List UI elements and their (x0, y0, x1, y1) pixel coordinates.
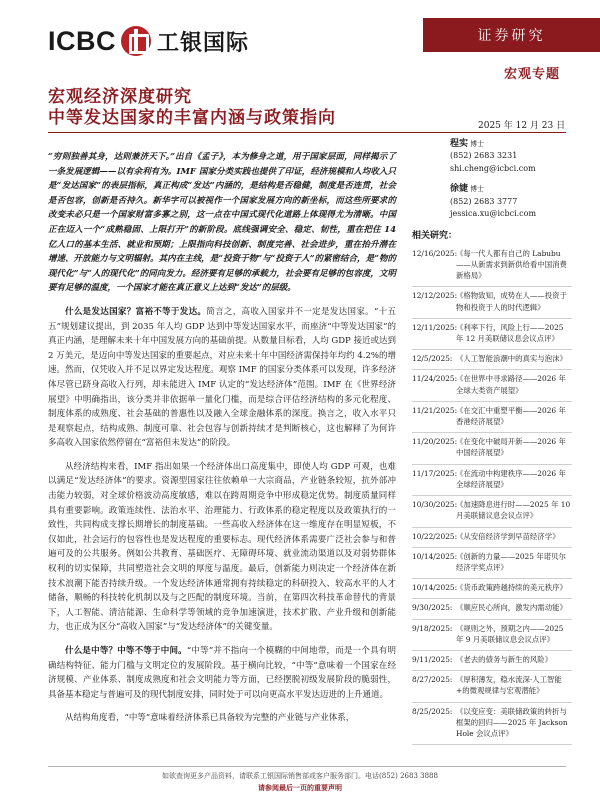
analyst-title: 博士 (470, 185, 485, 194)
related-research-item[interactable] (412, 496, 572, 527)
body-paragraph-5: 从结构角度看，“中等”意味着经济体系已具备较为完整的产业链与产业体系， (65, 713, 355, 724)
related-research-title: 《老去的债务与新生的风险》 (456, 654, 553, 664)
related-research-date: 9/11/2025: (412, 654, 453, 664)
analyst-phone: (852) 2683 3231 (450, 151, 518, 161)
related-research-date: 12/11/2025: (412, 322, 458, 332)
related-research-item[interactable] (412, 350, 572, 370)
section-2-text: “中等”并不指向一个模糊的中间地带，而是一个具有明确结构特征、能力门槛与文明定位的发展阶段。基于横向比较，“中等”意味着一个国家在经济规模、产业体系、制度成熟度和社会文明能力等方面，已经摆脱初级发展阶段的脆弱性，具备基本稳定与普遍可及的现代制度安排，同时处于可以向更高水平发达迈进的上升通道。 (48, 646, 396, 700)
related-research-title: 《厚积薄发，稳水流深·人工智能+的微观规律与宏观潜能》 (456, 675, 562, 696)
related-research-date: 12/16/2025: (412, 248, 458, 258)
related-research-date: 12/5/2025: (412, 354, 453, 364)
related-research-date: 11/24/2025: (412, 374, 458, 384)
title-divider (48, 132, 566, 133)
report-series: 宏观经济深度研究 (48, 87, 192, 107)
related-research-title: 《在流动中构建秩序——2026 年全球经济展望》 (456, 468, 566, 489)
related-research-title: 《在世界中寻求路径——2026 年全球大类资产展望》 (456, 374, 566, 395)
summary-paragraph: “穷则独善其身，达则兼济天下。”出自《孟子》，本为修身之道，用于国家层面，同样揭示了一条发展逻辑——以有余利有为。IMF 国家分类实践也提供了印证，经济规模和人均收入只是“发达国家”的表层指标，真正构成“发达”内涵的，是结构是否稳健，制度是否连贯，社会是否包容，创新是否持久。新华字可以被视作一个国家发展方向的新坐标，而这些所要求的改变未必只是一个国家财富多寡之别，这一点在中国式现代化道路上体现得尤为清晰。中国正在迈入一个“成熟稳固、上限打开”的新阶段。底线强调安全、稳定、韧性，重在把住 14 亿人口的基本生活、就业和预期；上限指向科技创新、制度完善、社会进步，重在抬升潜在增速、开放能力与文明辐射。其内在主线，是“投资于物”与“投资于人”的紧密结合，是“物的现代化”与“人的现代化”的同向发力。经济要有足够的承载力，社会要有足够的包容度，文明要有足够的温度，一个国家才能在真正意义上达到“发达”的层级。 (48, 152, 396, 294)
related-research-item[interactable] (412, 703, 572, 746)
section-2-paragraph (48, 644, 396, 702)
report-title: 中等发达国家的丰富内涵与政策指向 (48, 108, 336, 128)
analyst-card (450, 183, 572, 220)
related-research-item[interactable] (412, 651, 572, 671)
related-research-item[interactable] (412, 528, 572, 548)
related-research-item[interactable] (412, 402, 572, 433)
related-research-title: 《在交汇中重塑平衡——2026 年香港经济展望》 (456, 405, 566, 427)
analyst-name: 徐婕 (450, 184, 469, 195)
related-research-title: 《货币政策跨越持续的美元秩序》 (456, 583, 567, 593)
related-research-date: 9/30/2025: (412, 603, 453, 613)
section-1-heading: 什么是发达国家？富裕不等于发达。 (65, 306, 207, 317)
related-research-title: 《利率下行，风险上行——2025 年 12 月美联储议息会议点评》 (456, 322, 564, 344)
footer-contact: 如欲查询更多产品资料，请联系工银国际销售部或客户服务部门。电话(852) 2683 3888 (162, 772, 438, 780)
footer-disclaimer-note: 请参阅最后一页的重要声明 (258, 783, 342, 792)
related-research-title: 《加速降息进行时——2025 年 10 月美联储议息会议点评》 (456, 500, 571, 521)
analyst-card (450, 138, 572, 175)
related-research-title: 《人工智能浪潮中的真实与泡沫》 (456, 354, 567, 364)
related-research-date: 12/12/2025: (412, 291, 458, 301)
related-research-date: 11/20/2025: (412, 437, 458, 447)
related-research-date: 8/25/2025: (412, 706, 453, 716)
report-category-banner: 证券研究 (423, 18, 600, 52)
analyst-phone: (852) 2683 3777 (450, 196, 518, 206)
related-research-item[interactable] (412, 465, 572, 496)
related-research-date: 11/21/2025: (412, 405, 458, 415)
related-research-item[interactable] (412, 433, 572, 464)
related-research-date: 11/17/2025: (412, 468, 458, 478)
related-research-title: 《在变化中破局开新——2026 年中国经济展望》 (456, 437, 566, 458)
report-subject: 宏观专题 (503, 67, 560, 82)
related-research-date: 9/18/2025: (412, 623, 453, 633)
related-research-item[interactable] (412, 579, 572, 599)
related-research-item[interactable] (412, 548, 572, 579)
logo-chinese-name: 工银国际 (157, 30, 250, 56)
report-body (48, 150, 396, 735)
related-research-date: 8/27/2025: (412, 675, 453, 685)
company-logo (48, 24, 249, 58)
analyst-name: 程实 (450, 139, 469, 149)
related-research-title: 《从安倍经济学到早苗经济学》 (456, 531, 560, 541)
analyst-email[interactable]: shi.cheng@icbci.com (450, 163, 536, 173)
section-1-text: 简言之，高收入国家并不一定是发达国家。“十五五”规划建议提出，到 2035 年人均 GDP 达到中等发达国家水平，而座济“中等发达国家”的真正内涵，是理解未来十年中国发展方向的基础前提。从数量目标看，人均 GDP 接近或达到 2 万美元，是迈向中等发达国家的重要起点，对应未来十年中国经济需保持年均约 4.2%的增速。然而，仅凭收入并不足以界定发达程度。观察 IMF 的国家分类体系可以发现，许多经济体尽管已跻身高收入行列，却未能进入 IMF 认定的“发达经济体”范围。IMF 在《世界经济展望》中明确指出，该分类并非依据单一量化门槛，而是综合评估经济结构的多元化程度、制度体系的成熟度、社会基础的普惠性以及融入全球金融体系的深度。换言之，收入水平只是观察起点，结构成熟、制度可靠、社会包容与创新持续才是判断核心，这也解释了为何许多高收入国家依然停留在“富裕但未发达”的阶段。 (48, 306, 396, 449)
related-research-title: 《格物致知，成势在人——投资于物和投资于人的时代逻辑》 (456, 291, 567, 312)
related-research-date: 10/22/2025: (412, 531, 458, 541)
icbc-seal-icon (121, 26, 151, 56)
related-research-item[interactable] (412, 671, 572, 702)
related-research-item[interactable] (412, 287, 572, 318)
related-research-list (412, 245, 572, 745)
section-2-heading: 什么是中等？中等不等于中间。 (65, 646, 187, 656)
related-research-item[interactable] (412, 370, 572, 401)
related-research-item[interactable] (412, 245, 572, 288)
sidebar (412, 138, 572, 745)
related-research-title: 《顺应民心所向，激发内需动能》 (456, 603, 567, 613)
related-research-title: 《创新的力量——2025 年诺贝尔经济学奖点评》 (456, 551, 566, 572)
analyst-email[interactable]: jessica.xu@icbci.com (450, 209, 537, 219)
related-research-item[interactable] (412, 599, 572, 619)
related-research-heading: 相关研究： (412, 231, 458, 242)
related-research-title: 《每一代人都有自己的 Labubu——从新需求到新供给看中国消费新格局》 (456, 248, 567, 281)
related-research-item[interactable] (412, 319, 572, 350)
body-paragraph-3: 从经济结构来看，IMF 指出如果一个经济体出口高度集中，即使人均 GDP 可观，也难以满足“发达经济体”的要求。资源型国家往往依赖单一大宗商品，产业链条较短，抗外部冲击能力较弱，对全球价格波动高度敏感，难以在跨周期竞争中形成稳定优势。制度质量同样具有重要影响。政策连续性、法治水平、治理能力、行政体系的稳定程度以及政策执行的一致性，共同构成支撑长期增长的制度基础。一些高收入经济体在这一维度存在明显短板，不仅如此，社会运行的包容性也是发达程度的重要标志。现代经济体系需要广泛社会参与和普遍可及的公共服务。例如公共教育、基础医疗、无障碍环境、就业流动渠道以及对弱势群体权利的切实保障，共同塑造社会文明的厚度与温度。最后，创新能力则决定一个经济体在新技术浪潮下能否持续升级。一个发达经济体通常拥有持续稳定的科研投入、较高水平的人才储备，顺畅的科技转化机制以及与之匹配的制度环境。当前，在第四次科技革命替代的背景下，人工智能、清洁能源、生命科学等领域的竞争加速演进，技术扩散、产业升级和创新能力，也正成为区分“高收入国家”与“发达经济体”的关键变量。 (48, 461, 396, 633)
report-date: 2025 年 12 月 23 日 (478, 121, 566, 131)
related-research-date: 10/30/2025: (412, 500, 458, 510)
related-research-title: 《规则之外，预期之内——2025 年 9 月美联储议息会议点评》 (456, 623, 564, 644)
related-research-date: 10/14/2025: (412, 583, 458, 593)
logo-icbc-text: ICBC (48, 25, 116, 56)
related-research-item[interactable] (412, 620, 572, 651)
analyst-title: 博士 (470, 140, 485, 148)
section-1-paragraph (48, 305, 396, 451)
footer-divider (48, 766, 566, 767)
related-research-date: 10/14/2025: (412, 551, 458, 561)
related-research-title: 《以变应变：美联储政策的转折与框架的回归——2025 年 Jackson Hole 会议点评》 (456, 706, 568, 738)
